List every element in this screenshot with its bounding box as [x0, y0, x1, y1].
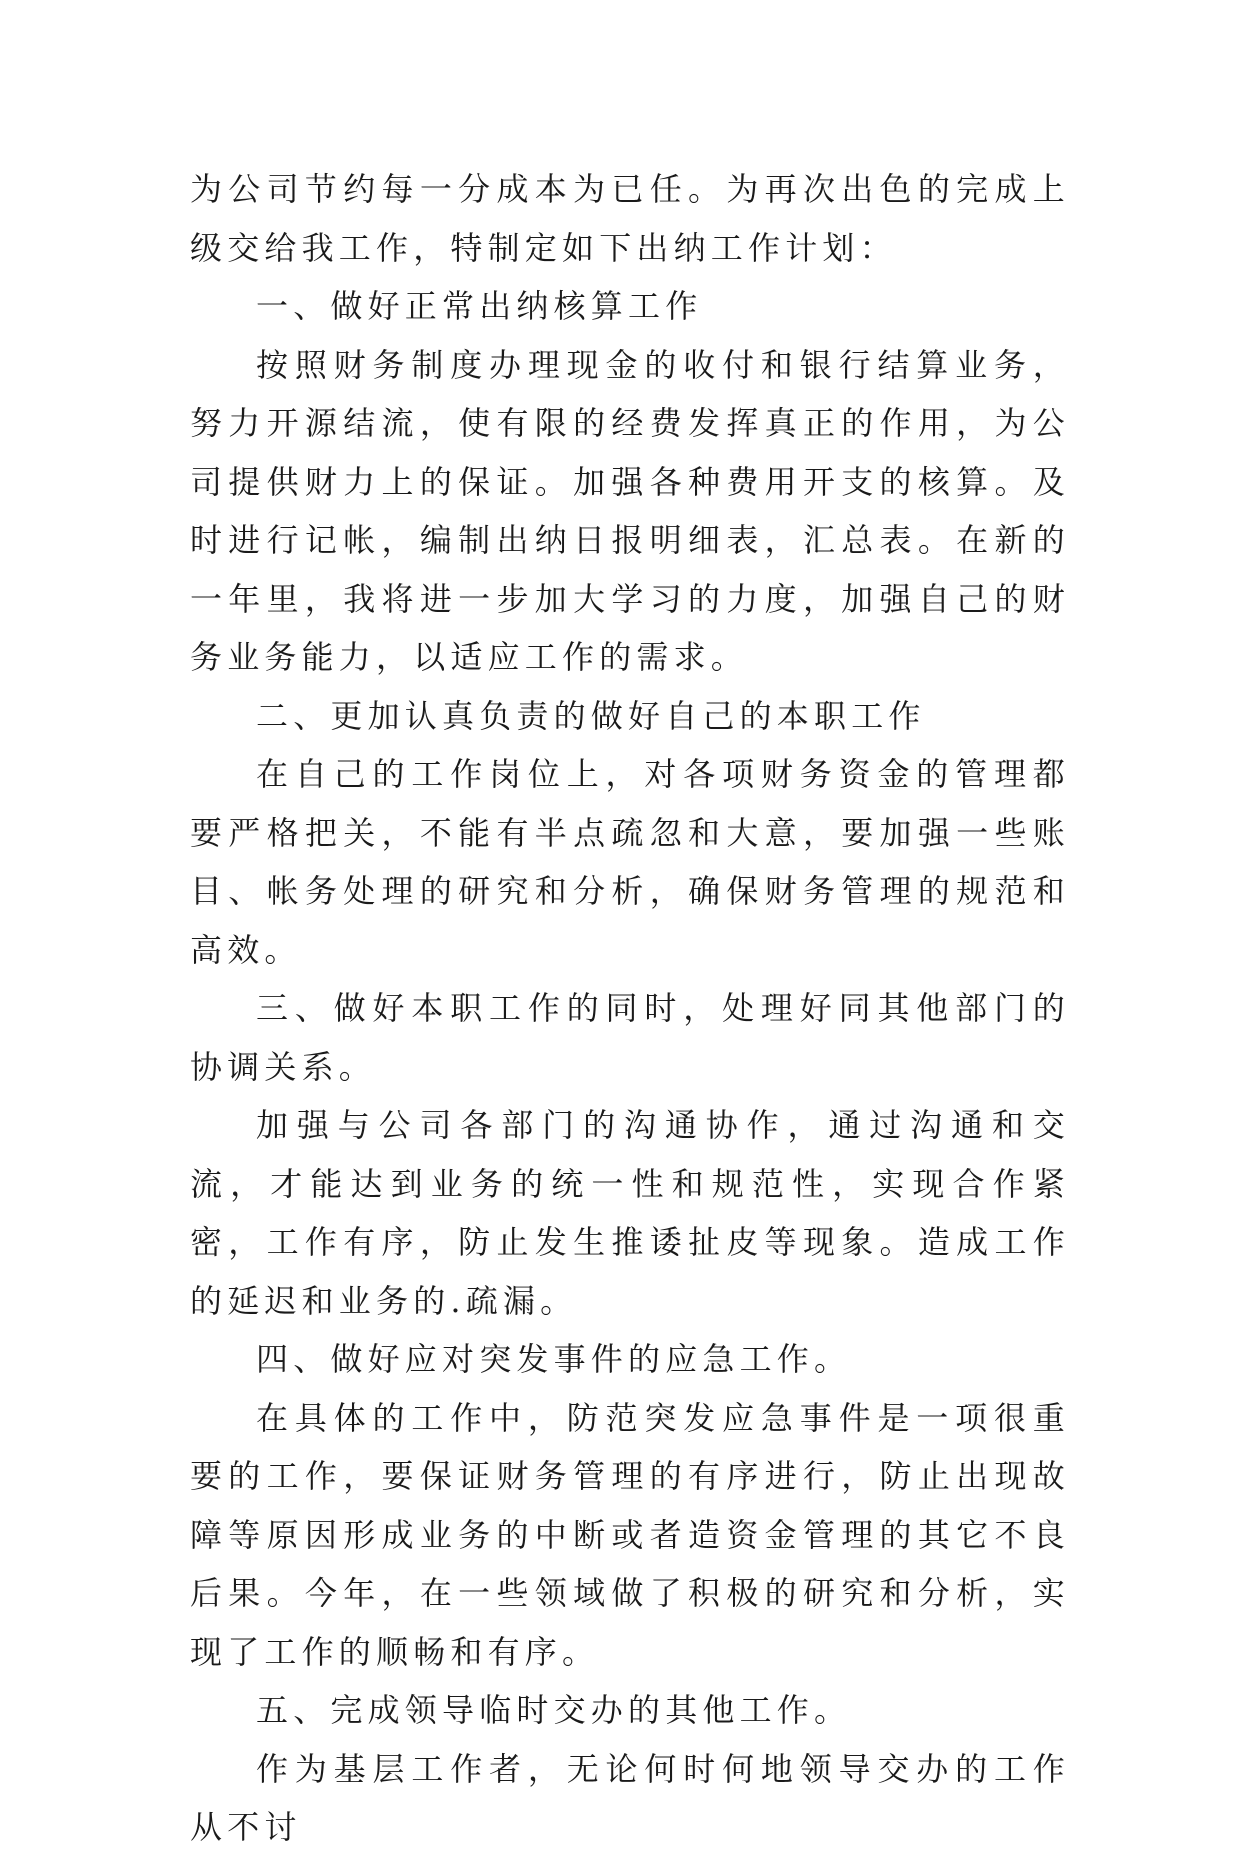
paragraph-section-5: 作为基层工作者，无论何时何地领导交办的工作从不讨 — [190, 1749, 1070, 1846]
heading-section-5: 五、完成领导临时交办的其他工作。 — [256, 1691, 852, 1729]
paragraph-section-4: 在具体的工作中，防范突发应急事件是一项很重要的工作，要保证财务管理的有序进行，防止出现故障等原因形成业务的中断或者造资金管理的其它不良后果。今年，在一些领域做了积极的研究和分析，实现了工作的顺畅和有序。 — [190, 1398, 1070, 1671]
heading-section-2: 二、更加认真负责的做好自己的本职工作 — [256, 696, 926, 735]
paragraph-intro: 为公司节约每一分成本为已任。为再次出色的完成上级交给我工作，特制定如下出纳工作计划： — [190, 170, 1070, 267]
heading-section-4: 四、做好应对突发事件的应急工作。 — [256, 1340, 852, 1378]
paragraph-section-2: 在自己的工作岗位上，对各项财务资金的管理都要严格把关，不能有半点疏忽和大意，要加强一些账目、帐务处理的研究和分析，确保财务管理的规范和高效。 — [190, 755, 1070, 969]
heading-section-1: 一、做好正常出纳核算工作 — [256, 287, 703, 325]
heading-section-3: 三、做好本职工作的同时，处理好同其他部门的协调关系。 — [190, 989, 1070, 1086]
document-body — [190, 160, 1070, 1857]
paragraph-section-1: 按照财务制度办理现金的收付和银行结算业务，努力开源结流，使有限的经费发挥真正的作用，为公司提供财力上的保证。加强各种费用开支的核算。及时进行记帐，编制出纳日报明细表，汇总表。在新的一年里，我将进一步加大学习的力度，加强自己的财务业务能力，以适应工作的需求。 — [190, 345, 1070, 676]
paragraph-section-3: 加强与公司各部门的沟通协作，通过沟通和交流，才能达到业务的统一性和规范性，实现合作紧密，工作有序，防止发生推诿扯皮等现象。造成工作的延迟和业务的.疏漏。 — [190, 1106, 1070, 1320]
